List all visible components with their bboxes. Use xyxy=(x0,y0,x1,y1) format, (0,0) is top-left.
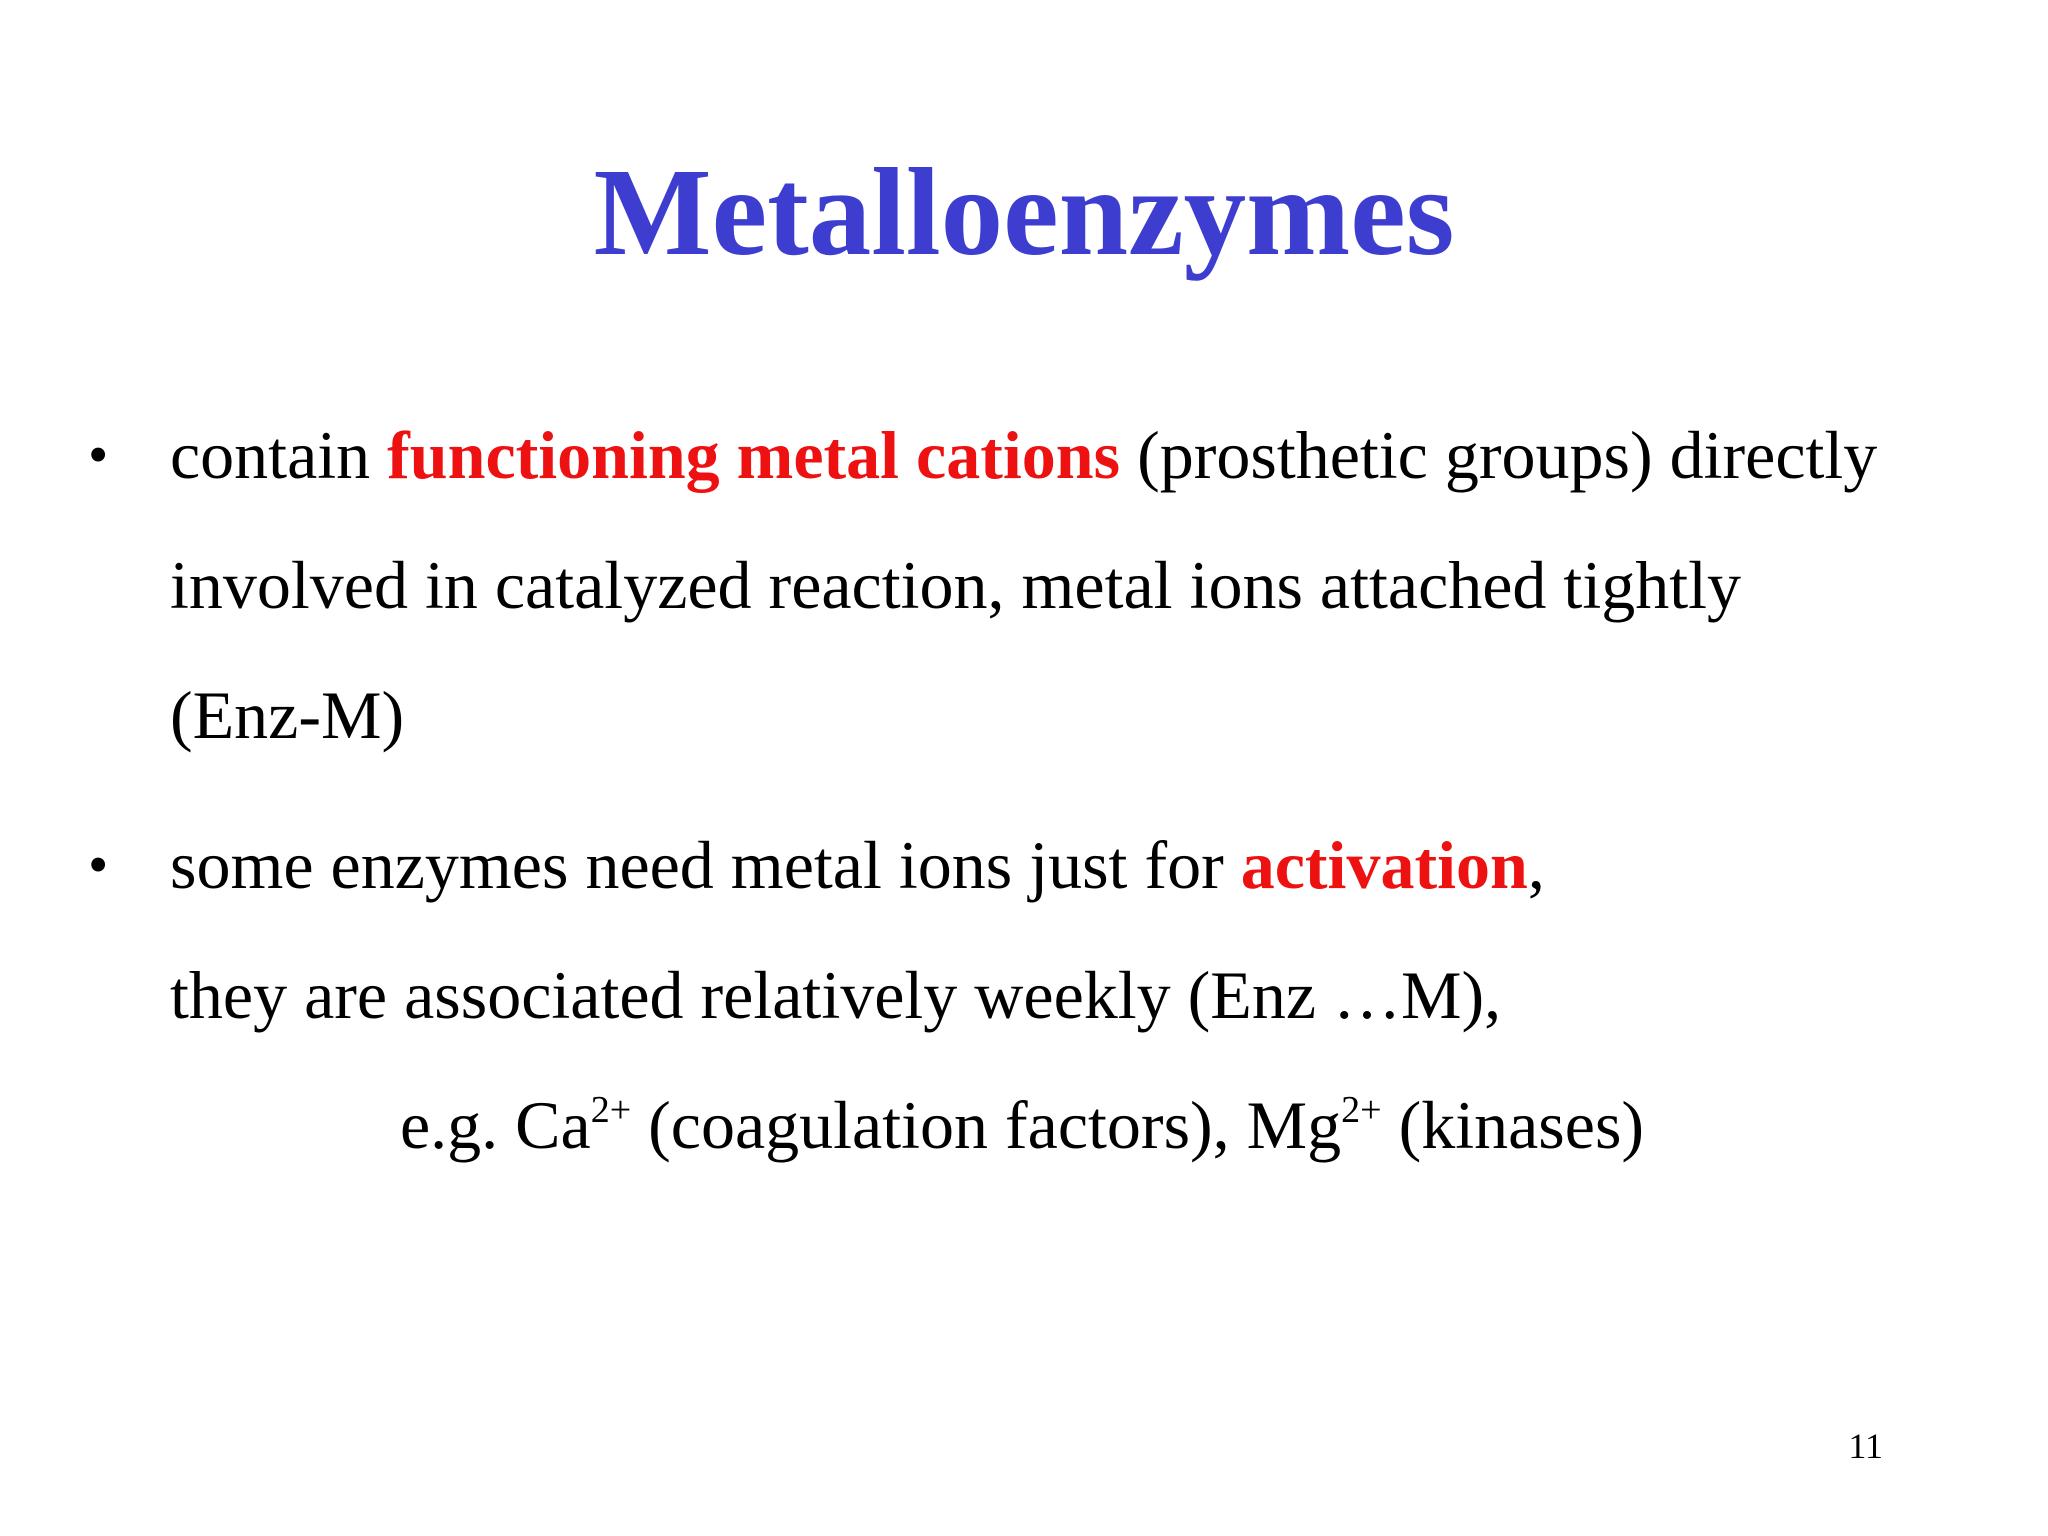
highlighted-term: activation xyxy=(1240,827,1528,903)
bullet-line: (Enz-M) xyxy=(170,677,405,753)
bullet-list xyxy=(88,390,2008,1190)
bullet-line xyxy=(170,800,2008,930)
bullet-dot-icon: • xyxy=(88,832,109,897)
highlighted-term: functioning metal cations xyxy=(387,417,1121,493)
bullet-dot-icon: • xyxy=(88,422,109,487)
slide-title: Metalloenzymes xyxy=(593,144,1455,282)
bullet-text: , xyxy=(1527,827,1545,903)
bullet-item-activation xyxy=(88,800,2008,1190)
example-text: (kinases) xyxy=(1381,1087,1645,1163)
charge-superscript: 2+ xyxy=(1341,1089,1382,1131)
bullet-text: (prosthetic groups) directly xyxy=(1120,417,1878,493)
charge-superscript: 2+ xyxy=(590,1089,632,1131)
bullet-text: some enzymes need metal ions just for xyxy=(170,827,1241,903)
bullet-line: they are associated relatively weekly (Enz …M), xyxy=(170,957,1502,1033)
example-text: (coagulation factors), Mg xyxy=(631,1087,1342,1163)
example-text: e.g. Ca xyxy=(400,1087,591,1163)
bullet-text: contain xyxy=(170,417,388,493)
bullet-line xyxy=(170,390,2008,520)
bullet-line: involved in catalyzed reaction, metal ions attached tightly xyxy=(170,547,1742,623)
example-line xyxy=(170,1060,2008,1190)
bullet-item-metal-cations xyxy=(88,390,2008,780)
page-number: 11 xyxy=(1848,1426,1883,1466)
